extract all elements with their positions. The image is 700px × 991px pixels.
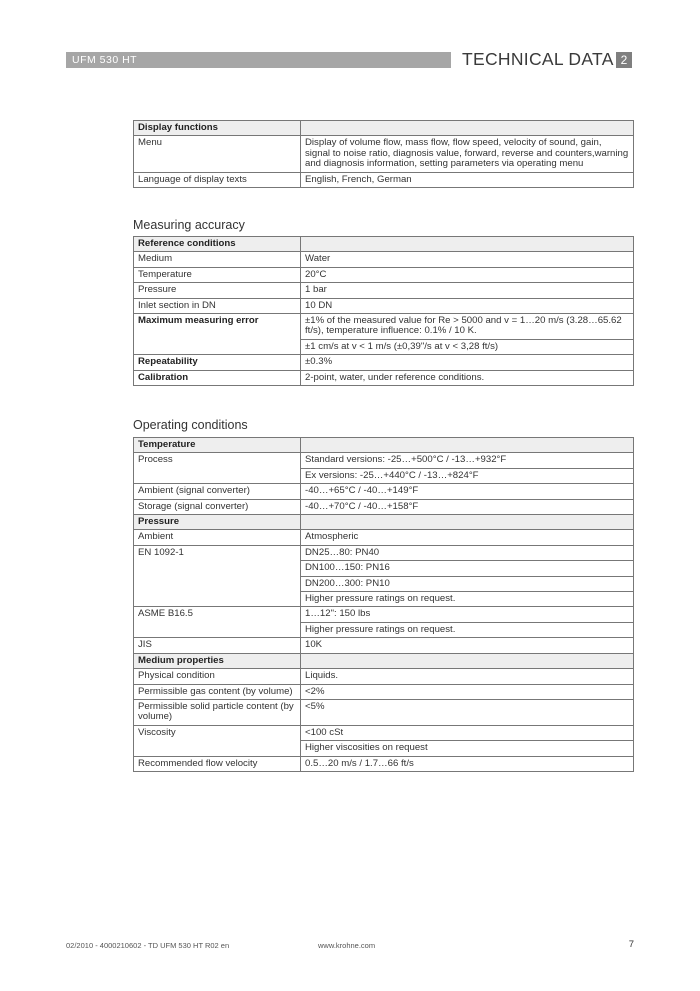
group-header-value [301, 653, 634, 668]
row-value: 1 bar [301, 283, 634, 298]
row-value: Higher viscosities on request [301, 741, 634, 756]
row-value: -40…+65°C / -40…+149°F [301, 484, 634, 499]
table-row [134, 136, 634, 172]
row-label: Repeatability [134, 355, 301, 370]
document-reference: 02/2010 - 4000210602 - TD UFM 530 HT R02 en [66, 941, 230, 950]
row-value: Standard versions: -25…+500°C / -13…+932°F [301, 453, 634, 468]
table-row [134, 499, 634, 514]
row-label: Calibration [134, 370, 301, 385]
temperature-header [134, 438, 634, 453]
medium-properties-header [134, 653, 634, 668]
group-header-value [301, 237, 634, 252]
row-label: Temperature [134, 267, 301, 282]
row-value: 20°C [301, 267, 634, 282]
row-value: <2% [301, 684, 634, 699]
row-value: Display of volume flow, mass flow, flow speed, velocity of sound, gain, signal to noise ratio, diagnosis value, forward, reverse and counters,warning and diagnosis information, setting parameters via operating menu [301, 136, 634, 172]
row-label: Pressure [134, 283, 301, 298]
row-value: Atmospheric [301, 530, 634, 545]
row-label: Storage (signal converter) [134, 499, 301, 514]
row-label: Recommended flow velocity [134, 756, 301, 771]
row-label: Ambient (signal converter) [134, 484, 301, 499]
row-label: Physical condition [134, 669, 301, 684]
row-label: EN 1092-1 [134, 545, 301, 607]
measuring-accuracy-heading: Measuring accuracy [133, 218, 245, 232]
table-row [134, 638, 634, 653]
row-label: Viscosity [134, 725, 301, 756]
table-row [134, 684, 634, 699]
section-title: TECHNICAL DATA [462, 49, 614, 69]
row-label: Menu [134, 136, 301, 172]
table-row [134, 756, 634, 771]
group-header-label: Reference conditions [134, 237, 301, 252]
product-name: UFM 530 HT [66, 52, 451, 68]
table-row [134, 283, 634, 298]
row-value: DN25…80: PN40 [301, 545, 634, 560]
group-header-label: Pressure [134, 515, 301, 530]
row-value: 1…12": 150 lbs [301, 607, 634, 622]
chapter-badge: 2 [616, 52, 632, 68]
row-value: Ex versions: -25…+440°C / -13…+824°F [301, 468, 634, 483]
measuring-accuracy-table [133, 236, 634, 386]
row-value: ±1 cm/s at v < 1 m/s (±0,39"/s at v < 3,28 ft/s) [301, 339, 634, 354]
row-value: Higher pressure ratings on request. [301, 592, 634, 607]
display-functions-header [134, 121, 634, 136]
row-label: Language of display texts [134, 172, 301, 187]
row-value: Liquids. [301, 669, 634, 684]
table-row [134, 725, 634, 740]
reference-conditions-header [134, 237, 634, 252]
row-label: Maximum measuring error [134, 314, 301, 355]
row-label: Ambient [134, 530, 301, 545]
row-label: Medium [134, 252, 301, 267]
table-row [134, 267, 634, 282]
row-value: <100 cSt [301, 725, 634, 740]
website-link[interactable]: www.krohne.com [318, 941, 376, 950]
group-header-label: Temperature [134, 438, 301, 453]
row-label: Inlet section in DN [134, 298, 301, 313]
row-value: -40…+70°C / -40…+158°F [301, 499, 634, 514]
table-row [134, 484, 634, 499]
row-value: 2-point, water, under reference conditions. [301, 370, 634, 385]
group-header-value [301, 438, 634, 453]
row-value: 0.5…20 m/s / 1.7…66 ft/s [301, 756, 634, 771]
table-row [134, 530, 634, 545]
group-header-value [301, 515, 634, 530]
table-row [134, 252, 634, 267]
row-value: DN200…300: PN10 [301, 576, 634, 591]
row-value: 10 DN [301, 298, 634, 313]
row-value: 10K [301, 638, 634, 653]
group-header-label: Medium properties [134, 653, 301, 668]
row-value: ±0.3% [301, 355, 634, 370]
row-value: ±1% of the measured value for Re > 5000 and v = 1…20 m/s (3.28…65.62 ft/s), temperature influence: 0.1% / 10 K. [301, 314, 634, 340]
table-row [134, 453, 634, 468]
table-row [134, 298, 634, 313]
row-value: DN100…150: PN16 [301, 561, 634, 576]
row-label: ASME B16.5 [134, 607, 301, 638]
row-value: Higher pressure ratings on request. [301, 622, 634, 637]
row-label: Permissible gas content (by volume) [134, 684, 301, 699]
table-row [134, 699, 634, 725]
table-row [134, 314, 634, 340]
page-header [66, 49, 634, 69]
table-row [134, 545, 634, 560]
table-row [134, 607, 634, 622]
table-row [134, 370, 634, 385]
pressure-header [134, 515, 634, 530]
table-row [134, 669, 634, 684]
row-value: English, French, German [301, 172, 634, 187]
operating-conditions-heading: Operating conditions [133, 418, 248, 432]
group-header-label: Display functions [134, 121, 301, 136]
table-row [134, 355, 634, 370]
row-label: Process [134, 453, 301, 484]
group-header-value [301, 121, 634, 136]
row-label: Permissible solid particle content (by volume) [134, 699, 301, 725]
operating-conditions-table [133, 437, 634, 772]
page-number: 7 [628, 939, 634, 950]
page-footer [66, 939, 634, 953]
row-value: Water [301, 252, 634, 267]
table-row [134, 172, 634, 187]
row-value: <5% [301, 699, 634, 725]
row-label: JIS [134, 638, 301, 653]
display-functions-table [133, 120, 634, 188]
